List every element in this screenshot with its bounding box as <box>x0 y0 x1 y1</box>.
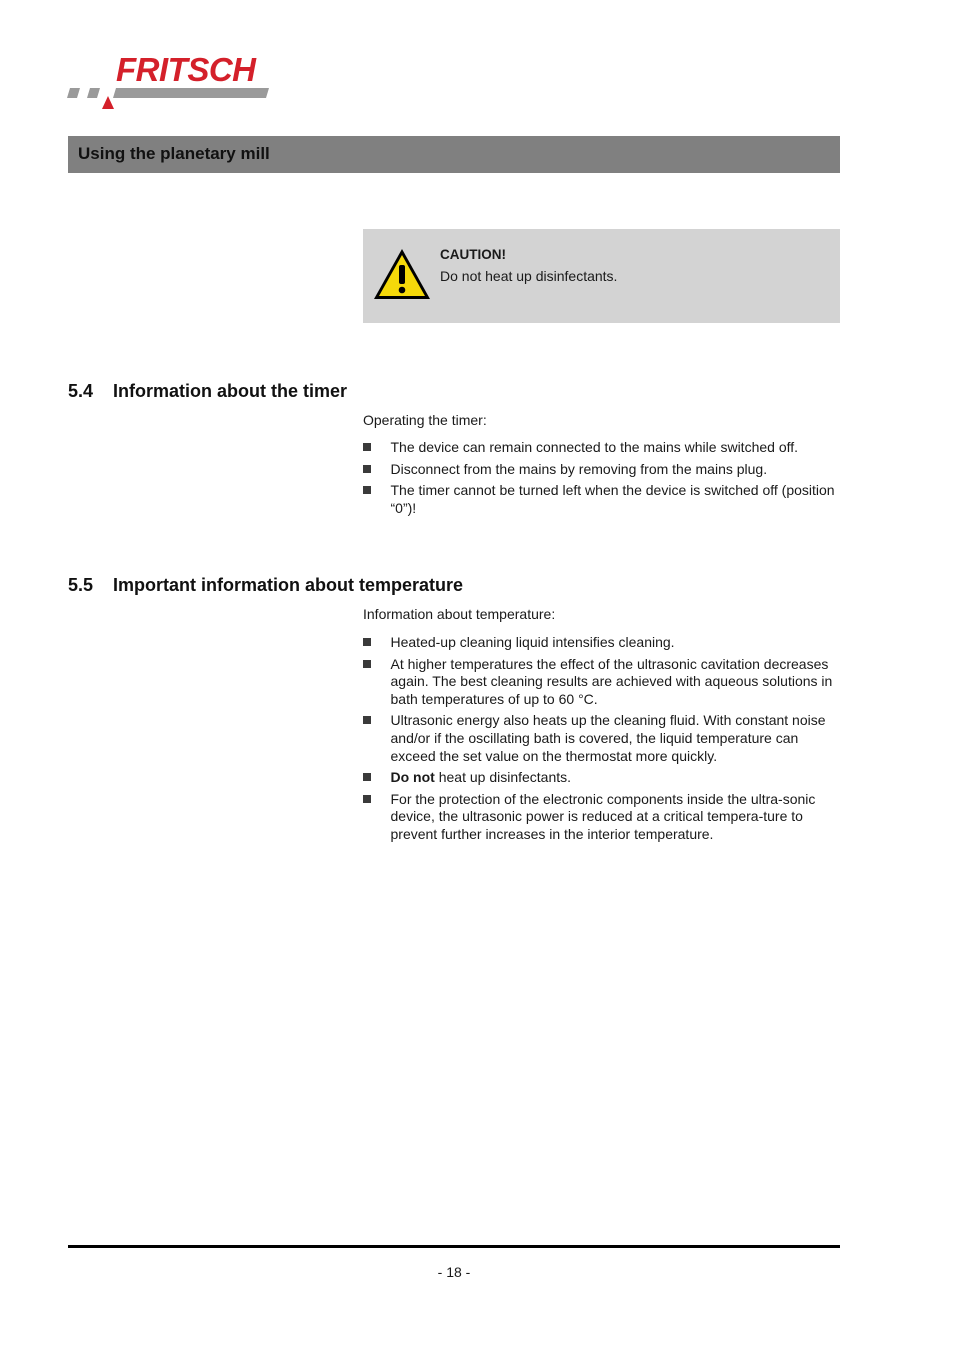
section-title: Using the planetary mill <box>78 144 270 163</box>
section-heading-title: Important information about temperature <box>113 575 464 595</box>
bullet-square-icon <box>363 660 371 668</box>
list-item <box>363 769 841 787</box>
footer-divider <box>68 1245 840 1248</box>
section-number: 5.5 <box>68 575 94 595</box>
caution-text: Do not heat up disinfectants. <box>440 268 618 284</box>
caution-title: CAUTION! <box>440 247 506 262</box>
section-heading-title: Information about the timer <box>113 381 347 401</box>
warning-triangle-icon <box>372 247 432 301</box>
list-item-bold-text: Do not <box>390 769 435 786</box>
bullet-square-icon <box>363 465 371 473</box>
list-item-text: For the protection of the electronic components inside the ultra-sonic device, the ultrasonic power is reduced at a critical tempera-ture to prevent further increases in the interior temperature. <box>390 790 816 842</box>
section-intro: Operating the timer: <box>363 412 487 428</box>
list-item-text: The timer cannot be turned left when the device is switched off (position “0”)! <box>390 482 835 516</box>
list-item-text: Heated-up cleaning liquid intensifies cleaning. <box>390 634 675 650</box>
list-item <box>363 482 841 517</box>
list-item <box>363 439 841 457</box>
bullet-square-icon <box>363 773 371 781</box>
list-item-text: The device can remain connected to the mains while switched off. <box>390 439 799 455</box>
bullet-square-icon <box>363 716 371 724</box>
brand-name: FRITSCH <box>116 51 256 88</box>
list-item-text: heat up disinfectants. <box>434 769 572 786</box>
bullet-list-timer <box>363 439 841 521</box>
section-number: 5.4 <box>68 381 94 401</box>
bullet-square-icon <box>363 638 371 646</box>
section-header-bar <box>68 136 840 173</box>
bullet-square-icon <box>363 795 371 803</box>
section-heading-5-5 <box>68 574 463 596</box>
bullet-square-icon <box>363 486 371 494</box>
bullet-list-temperature <box>363 634 841 848</box>
list-item <box>363 791 841 844</box>
list-item <box>363 712 841 765</box>
fritsch-logo <box>66 52 286 112</box>
list-item-text: Ultrasonic energy also heats up the cleaning fluid. With constant noise and/or if the oscillating bath is covered, the liquid temperature can exceed the set value on the thermostat more quickly. <box>390 712 826 764</box>
section-intro: Information about temperature: <box>363 606 556 622</box>
bullet-square-icon <box>363 443 371 451</box>
caution-box <box>363 229 840 323</box>
list-item-text: At higher temperatures the effect of the ultrasonic cavitation decreases again. The best cleaning results are achieved with aqueous solutions in bath temperatures of up to 60 °C. <box>390 655 833 707</box>
list-item <box>363 461 841 479</box>
list-item <box>363 656 841 709</box>
section-heading-5-4 <box>68 380 347 402</box>
page-number: - 18 - <box>437 1264 471 1280</box>
list-item-text: Disconnect from the mains by removing from the mains plug. <box>390 460 768 477</box>
list-item <box>363 634 841 652</box>
